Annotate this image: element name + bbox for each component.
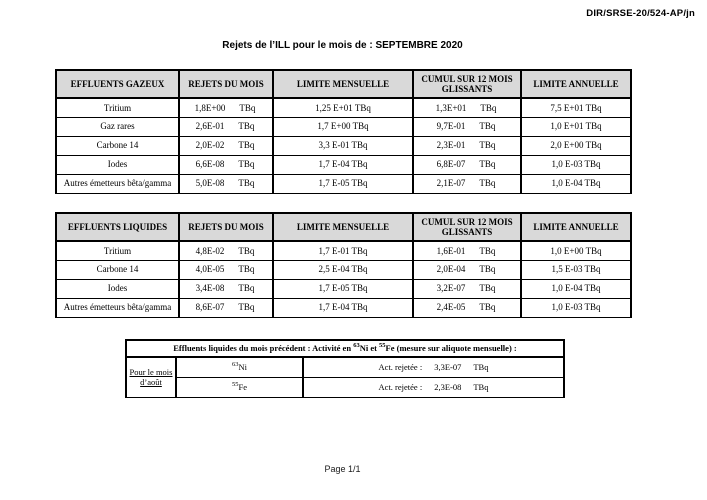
limite-annuelle-value: 1,0 E-04 TBq — [521, 279, 631, 298]
rejet-value: 2,0E-02 — [195, 140, 225, 151]
activity-cell — [303, 357, 564, 377]
unit-label: TBq — [479, 283, 496, 294]
unit-label: TBq — [238, 264, 255, 275]
isotope-cell — [176, 357, 303, 377]
limite-annuelle-value: 1,0 E-03 TBq — [521, 155, 631, 174]
rejet-value: 4,8E-02 — [195, 245, 225, 256]
cumul-value: 9,7E-01 — [436, 121, 466, 132]
rejet-cell — [179, 279, 273, 298]
table-header-row — [56, 213, 631, 241]
unit-label: TBq — [238, 159, 255, 170]
row-label: Iodes — [56, 155, 179, 174]
limite-mensuelle-value: 1,7 E-04 TBq — [273, 155, 413, 174]
table-row — [56, 117, 631, 136]
limite-mensuelle-value: 1,25 E+01 TBq — [273, 98, 413, 117]
table-effluents-liquides — [55, 212, 632, 318]
limite-mensuelle-value: 1,7 E-04 TBq — [273, 298, 413, 317]
header-limite-annuelle: LIMITE ANNUELLE — [521, 70, 631, 98]
cumul-value: 3,2E-07 — [436, 283, 466, 294]
isotope-mass: 63 — [353, 342, 360, 350]
rejet-value: 2,6E-01 — [195, 121, 225, 132]
rejet-cell — [179, 174, 273, 193]
unit-label: TBq — [238, 178, 255, 189]
rejet-cell — [179, 136, 273, 155]
row-label: Carbone 14 — [56, 136, 179, 155]
limite-mensuelle-value: 1,7 E-01 TBq — [273, 241, 413, 260]
limite-annuelle-value: 1,0 E-03 TBq — [521, 298, 631, 317]
limite-annuelle-value: 1,0 E-04 TBq — [521, 174, 631, 193]
cumul-value: 2,1E-07 — [436, 178, 466, 189]
isotope-symbol: Fe — [238, 381, 247, 392]
table-header-row — [126, 340, 564, 357]
row-label: Autres émetteurs bêta/gamma — [56, 174, 179, 193]
table-mois-precedent — [125, 339, 565, 398]
rejet-value: 6,6E-08 — [195, 159, 225, 170]
limite-mensuelle-value: 1,7 E+00 TBq — [273, 117, 413, 136]
activity-label: Act. rejetée : — [378, 381, 423, 392]
isotope-symbol: Ni — [238, 362, 247, 373]
cumul-cell — [413, 98, 521, 117]
unit-label: TBq — [238, 302, 255, 313]
unit-label: TBq — [473, 362, 489, 373]
unit-label: TBq — [238, 121, 255, 132]
cumul-value: 1,3E+01 — [435, 102, 467, 113]
table-row — [126, 357, 564, 377]
unit-label: TBq — [479, 245, 496, 256]
rejet-cell — [179, 298, 273, 317]
table-effluents-gazeux — [55, 69, 632, 194]
rejet-cell — [179, 98, 273, 117]
table-row — [56, 298, 631, 317]
rejet-value: 5,0E-08 — [195, 178, 225, 189]
unit-label: TBq — [238, 245, 255, 256]
unit-label: TBq — [238, 283, 255, 294]
rejet-value: 8,6E-07 — [195, 302, 225, 313]
cumul-cell — [413, 260, 521, 279]
limite-annuelle-value: 2,0 E+00 TBq — [521, 136, 631, 155]
unit-label: TBq — [480, 102, 497, 113]
header-mois-precedent: Effluents liquides du mois précédent : Activité en $^{63}$Ni et $^{55}$Fe (mesure sur aliquote mensuelle) : — [126, 340, 564, 357]
cumul-value: 2,3E-01 — [436, 140, 466, 151]
header-rejets-du-mois: REJETS DU MOIS — [179, 213, 273, 241]
cumul-cell — [413, 174, 521, 193]
cumul-cell — [413, 136, 521, 155]
cumul-cell — [413, 298, 521, 317]
unit-label: TBq — [473, 381, 489, 392]
isotope-mass: 55 — [379, 342, 386, 350]
header-limite-annuelle: LIMITE ANNUELLE — [521, 213, 631, 241]
cumul-cell — [413, 279, 521, 298]
unit-label: TBq — [479, 178, 496, 189]
activity-cell — [303, 377, 564, 397]
rejet-cell — [179, 155, 273, 174]
table-header-row — [56, 70, 631, 98]
table-row — [56, 241, 631, 260]
limite-annuelle-value: 1,5 E-03 TBq — [521, 260, 631, 279]
unit-label: TBq — [479, 140, 496, 151]
table-row — [56, 155, 631, 174]
unit-label: TBq — [238, 140, 255, 151]
cumul-value: 2,4E-05 — [436, 302, 466, 313]
row-label: Autres émetteurs bêta/gamma — [56, 298, 179, 317]
table-row — [56, 98, 631, 117]
limite-mensuelle-value: 3,3 E-01 TBq — [273, 136, 413, 155]
isotope-mass: 63 — [232, 361, 239, 369]
rejet-cell — [179, 117, 273, 136]
month-label: Pour le mois d’août — [129, 367, 173, 388]
header-cumul-12-mois: CUMUL SUR 12 MOIS GLISSANTS — [413, 70, 521, 98]
rejet-value: 3,4E-08 — [195, 283, 225, 294]
header-effluents-gazeux: EFFLUENTS GAZEUX — [56, 70, 179, 98]
document-reference: DIR/SRSE-20/524-AP/jn — [586, 8, 695, 19]
header-effluents-liquides: EFFLUENTS LIQUIDES — [56, 213, 179, 241]
row-label: Tritium — [56, 98, 179, 117]
limite-mensuelle-value: 1,7 E-05 TBq — [273, 279, 413, 298]
limite-mensuelle-value: 2,5 E-04 TBq — [273, 260, 413, 279]
unit-label: TBq — [479, 302, 496, 313]
rejet-value: 4,0E-05 — [195, 264, 225, 275]
limite-annuelle-value: 7,5 E+01 TBq — [521, 98, 631, 117]
header-rejets-du-mois: REJETS DU MOIS — [179, 70, 273, 98]
cumul-value: 1,6E-01 — [436, 245, 466, 256]
cumul-value: 6,8E-07 — [436, 159, 466, 170]
header-limite-mensuelle: LIMITE MENSUELLE — [273, 70, 413, 98]
activity-value: 2,3E-08 — [434, 381, 462, 392]
activity-label: Act. rejetée : — [378, 362, 423, 373]
cumul-value: 2,0E-04 — [436, 264, 466, 275]
rejet-cell — [179, 260, 273, 279]
row-label: Carbone 14 — [56, 260, 179, 279]
header-cumul-12-mois: CUMUL SUR 12 MOIS GLISSANTS — [413, 213, 521, 241]
row-label: Iodes — [56, 279, 179, 298]
table-row — [56, 260, 631, 279]
cumul-cell — [413, 241, 521, 260]
isotope-mass: 55 — [232, 381, 239, 389]
document-title: Rejets de l’ILL pour le mois de : SEPTEMBRE 2020 — [222, 40, 463, 51]
limite-annuelle-value: 1,0 E+00 TBq — [521, 241, 631, 260]
rejet-cell — [179, 241, 273, 260]
table-row — [56, 174, 631, 193]
table-row — [126, 377, 564, 397]
limite-annuelle-value: 1,0 E+01 TBq — [521, 117, 631, 136]
unit-label: TBq — [479, 121, 496, 132]
month-label-cell — [126, 357, 176, 397]
page-footer: Page 1/1 — [324, 464, 361, 474]
header-limite-mensuelle: LIMITE MENSUELLE — [273, 213, 413, 241]
unit-label: TBq — [239, 102, 256, 113]
cumul-cell — [413, 117, 521, 136]
table-row — [56, 279, 631, 298]
limite-mensuelle-value: 1,7 E-05 TBq — [273, 174, 413, 193]
unit-label: TBq — [479, 264, 496, 275]
rejet-value: 1,8E+00 — [194, 102, 226, 113]
isotope-cell — [176, 377, 303, 397]
row-label: Gaz rares — [56, 117, 179, 136]
unit-label: TBq — [479, 159, 496, 170]
cumul-cell — [413, 155, 521, 174]
row-label: Tritium — [56, 241, 179, 260]
table-row — [56, 136, 631, 155]
activity-value: 3,3E-07 — [434, 362, 462, 373]
